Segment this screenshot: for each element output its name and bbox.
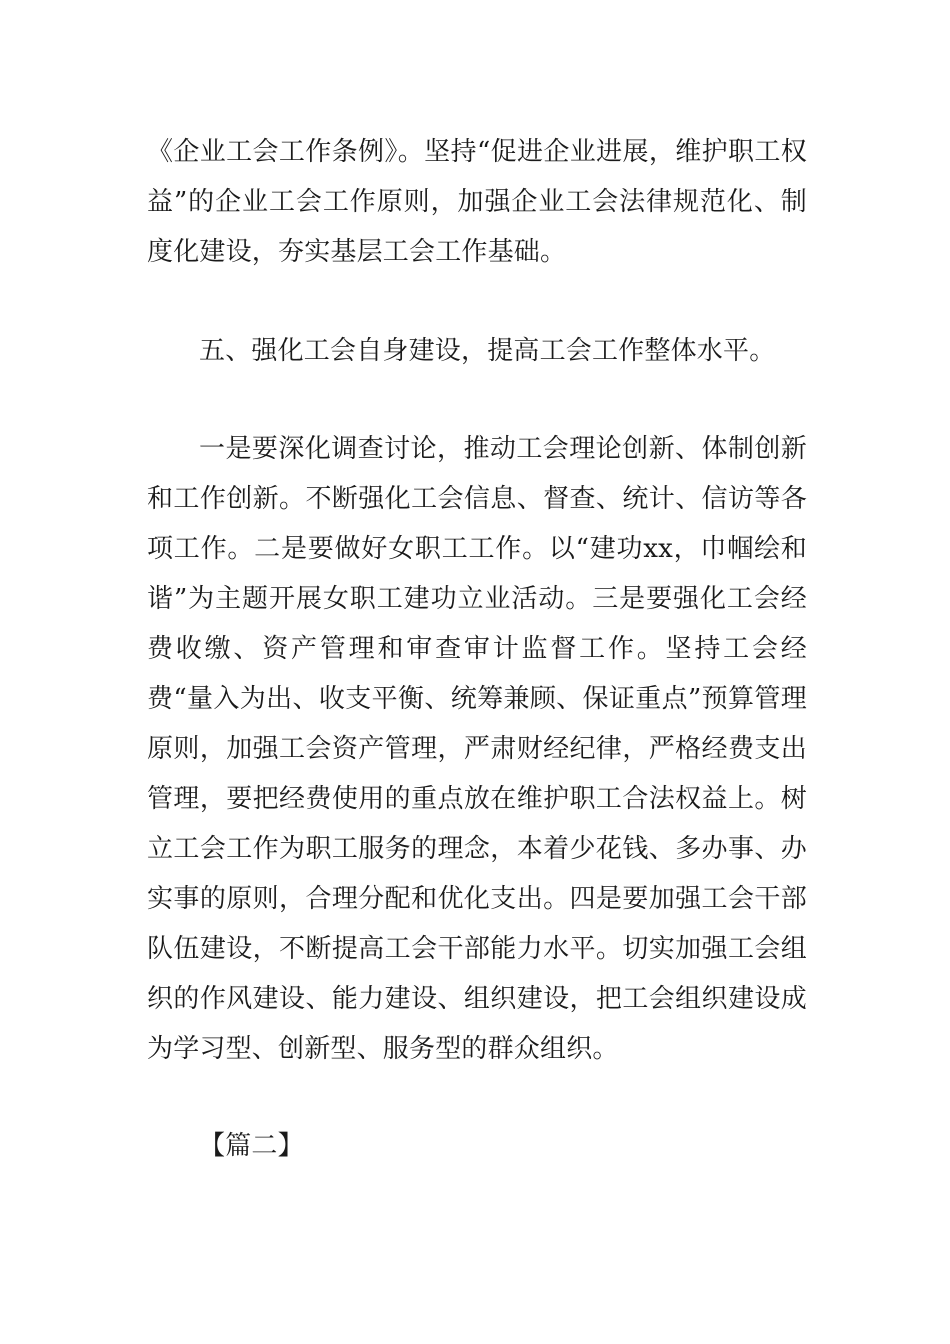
paragraph-union-self-building: 一是要深化调查讨论，推动工会理论创新、体制创新和工作创新。不断强化工会信息、督查、统计、信访等各项工作。二是要做好女职工工作。以“建功xx，巾帼绘和谐”为主题开展女职工建功立业活动。三是要强化工会经费收缴、资产管理和审查审计监督工作。坚持工会经费“量入为出、收支平衡、统筹兼顾、保证重点”预算管理原则，加强工会资产管理，严肃财经纪律，严格经费支出管理，要把经费使用的重点放在维护职工合法权益上。树立工会工作为职工服务的理念，本着少花钱、多办事、办实事的原则，合理分配和优化支出。四是要加强工会干部队伍建设，不断提高工会干部能力水平。切实加强工会组织的作风建设、能力建设、组织建设，把工会组织建设成为学习型、创新型、服务型的群众组织。 [147, 434, 807, 1064]
section-marker-part-two: 【篇二】 [199, 1131, 304, 1161]
paragraph-union-regulations: 《企业工会工作条例》。坚持“促进企业进展，维护职工权益”的企业工会工作原则，加强企业工会法律规范化、制度化建设，夯实基层工会工作基础。 [147, 137, 807, 267]
section-heading-five: 五、强化工会自身建设，提高工会工作整体水平。 [199, 336, 776, 366]
